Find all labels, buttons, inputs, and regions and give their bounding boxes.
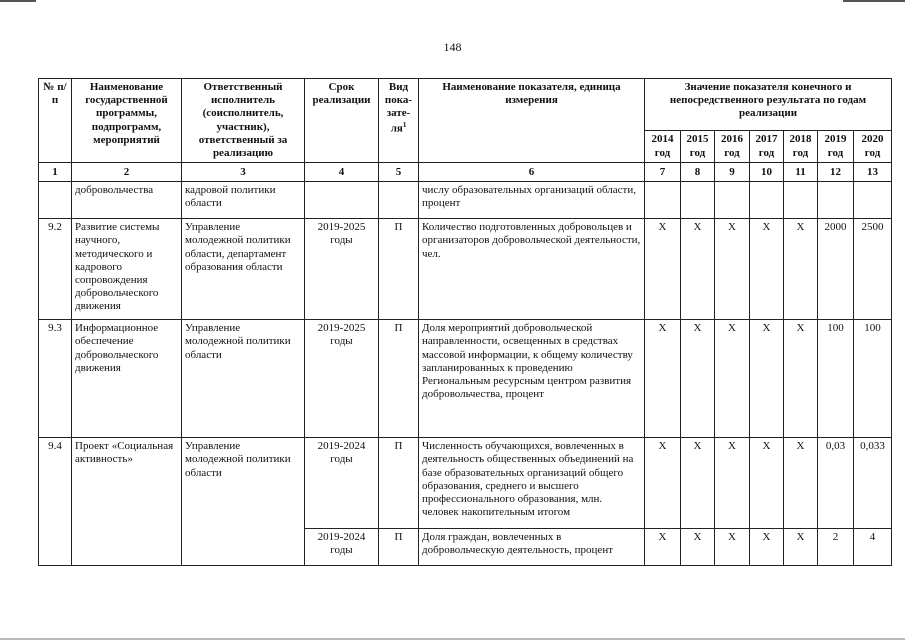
column-number: 8: [681, 163, 715, 182]
column-number: 13: [854, 163, 892, 182]
row-value-2018: X: [784, 529, 818, 566]
row-value-2015: X: [681, 529, 715, 566]
row-value-2019: 100: [818, 320, 854, 438]
header-year-2014: 2014 год: [645, 131, 681, 163]
row-value-2015: [681, 182, 715, 219]
row-name: Информационное обеспечение добровольческого движения: [72, 320, 182, 438]
row-indicator: Доля граждан, вовлеченных в добровольческую деятельность, процент: [419, 529, 645, 566]
row-value-2014: X: [645, 438, 681, 529]
row-value-2015: X: [681, 320, 715, 438]
header-year-2019: 2019 год: [818, 131, 854, 163]
table-row: [39, 438, 892, 529]
column-number: 12: [818, 163, 854, 182]
header-indicator: Наименование показателя, единица измерения: [419, 79, 645, 163]
top-rule-left: [0, 0, 36, 2]
table-row: [39, 219, 892, 320]
column-number: 6: [419, 163, 645, 182]
row-value-2020: 4: [854, 529, 892, 566]
row-executor: кадровой политики области: [182, 182, 305, 219]
row-indicator: Доля мероприятий добровольческой направленности, освещенных в средствах массовой информации, к общему количеству запланированных к проведению Региональным ресурсным центром развития добровольчества, процент: [419, 320, 645, 438]
row-value-2017: X: [750, 320, 784, 438]
row-value-2016: X: [715, 320, 750, 438]
header-num: № п/п: [39, 79, 72, 163]
row-indicator: Численность обучающихся, вовлеченных в деятельность общественных объединений на базе образовательных организаций общего образования, среднего и высшего профессионального образования, млн. человек накопительным итогом: [419, 438, 645, 529]
row-value-2014: [645, 182, 681, 219]
row-value-2017: [750, 182, 784, 219]
column-number: 2: [72, 163, 182, 182]
row-value-2016: X: [715, 219, 750, 320]
header-name: Наименование государственной программы, подпрограмм, мероприятий: [72, 79, 182, 163]
header-year-2018: 2018 год: [784, 131, 818, 163]
row-value-2019: 2: [818, 529, 854, 566]
row-value-2018: [784, 182, 818, 219]
row-kind: П: [379, 438, 419, 529]
row-value-2018: X: [784, 438, 818, 529]
header-kind-label: Вид пока-зате-ля: [384, 81, 413, 135]
row-num: 9.3: [39, 320, 72, 438]
row-value-2017: X: [750, 438, 784, 529]
row-value-2019: [818, 182, 854, 219]
row-value-2017: X: [750, 219, 784, 320]
row-value-2020: [854, 182, 892, 219]
top-rule-right: [843, 0, 905, 2]
row-value-2016: [715, 182, 750, 219]
row-num: 9.2: [39, 219, 72, 320]
row-name: Проект «Социальная активность»: [72, 438, 182, 566]
row-num: [39, 182, 72, 219]
header-values-group: Значение показателя конечного и непосредственного результата по годам реализации: [645, 79, 892, 131]
header-kind-footnote: 1: [402, 120, 407, 129]
table-row: [39, 320, 892, 438]
row-term: 2019-2024 годы: [305, 438, 379, 529]
row-indicator: числу образовательных организаций области, процент: [419, 182, 645, 219]
header-term: Срок реализации: [305, 79, 379, 163]
row-value-2017: X: [750, 529, 784, 566]
row-kind: [379, 182, 419, 219]
column-number: 9: [715, 163, 750, 182]
row-executor: Управление молодежной политики области: [182, 320, 305, 438]
row-term: 2019-2024 годы: [305, 529, 379, 566]
row-value-2018: X: [784, 219, 818, 320]
row-value-2014: X: [645, 529, 681, 566]
row-indicator: Количество подготовленных добровольцев и организаторов добровольческой деятельности, чел.: [419, 219, 645, 320]
row-value-2019: 0,03: [818, 438, 854, 529]
row-term: 2019-2025 годы: [305, 219, 379, 320]
row-value-2020: 0,033: [854, 438, 892, 529]
table-row: [39, 182, 892, 219]
row-value-2016: X: [715, 438, 750, 529]
row-value-2020: 100: [854, 320, 892, 438]
column-number: 3: [182, 163, 305, 182]
row-value-2019: 2000: [818, 219, 854, 320]
column-number: 4: [305, 163, 379, 182]
indicators-table: [38, 78, 892, 566]
header-executor: Ответственный исполнитель (соисполнитель, участник), ответственный за реализацию: [182, 79, 305, 163]
row-kind: П: [379, 219, 419, 320]
row-kind: П: [379, 529, 419, 566]
row-executor: Управление молодежной политики области: [182, 438, 305, 566]
header-kind: [379, 79, 419, 163]
row-value-2018: X: [784, 320, 818, 438]
column-number: 7: [645, 163, 681, 182]
row-term: 2019-2025 годы: [305, 320, 379, 438]
row-term: [305, 182, 379, 219]
header-year-2020: 2020 год: [854, 131, 892, 163]
row-value-2015: X: [681, 219, 715, 320]
page-number: 148: [443, 40, 462, 54]
row-name: Развитие системы научного, методического и кадрового сопровождения добровольческого движения: [72, 219, 182, 320]
row-num: 9.4: [39, 438, 72, 566]
row-value-2014: X: [645, 320, 681, 438]
row-value-2014: X: [645, 219, 681, 320]
row-name: добровольчества: [72, 182, 182, 219]
header-year-2015: 2015 год: [681, 131, 715, 163]
column-number: 5: [379, 163, 419, 182]
column-number: 10: [750, 163, 784, 182]
row-kind: П: [379, 320, 419, 438]
row-value-2016: X: [715, 529, 750, 566]
row-value-2015: X: [681, 438, 715, 529]
column-number: 1: [39, 163, 72, 182]
header-year-2016: 2016 год: [715, 131, 750, 163]
row-value-2020: 2500: [854, 219, 892, 320]
header-year-2017: 2017 год: [750, 131, 784, 163]
column-number: 11: [784, 163, 818, 182]
row-executor: Управление молодежной политики области, департамент образования области: [182, 219, 305, 320]
